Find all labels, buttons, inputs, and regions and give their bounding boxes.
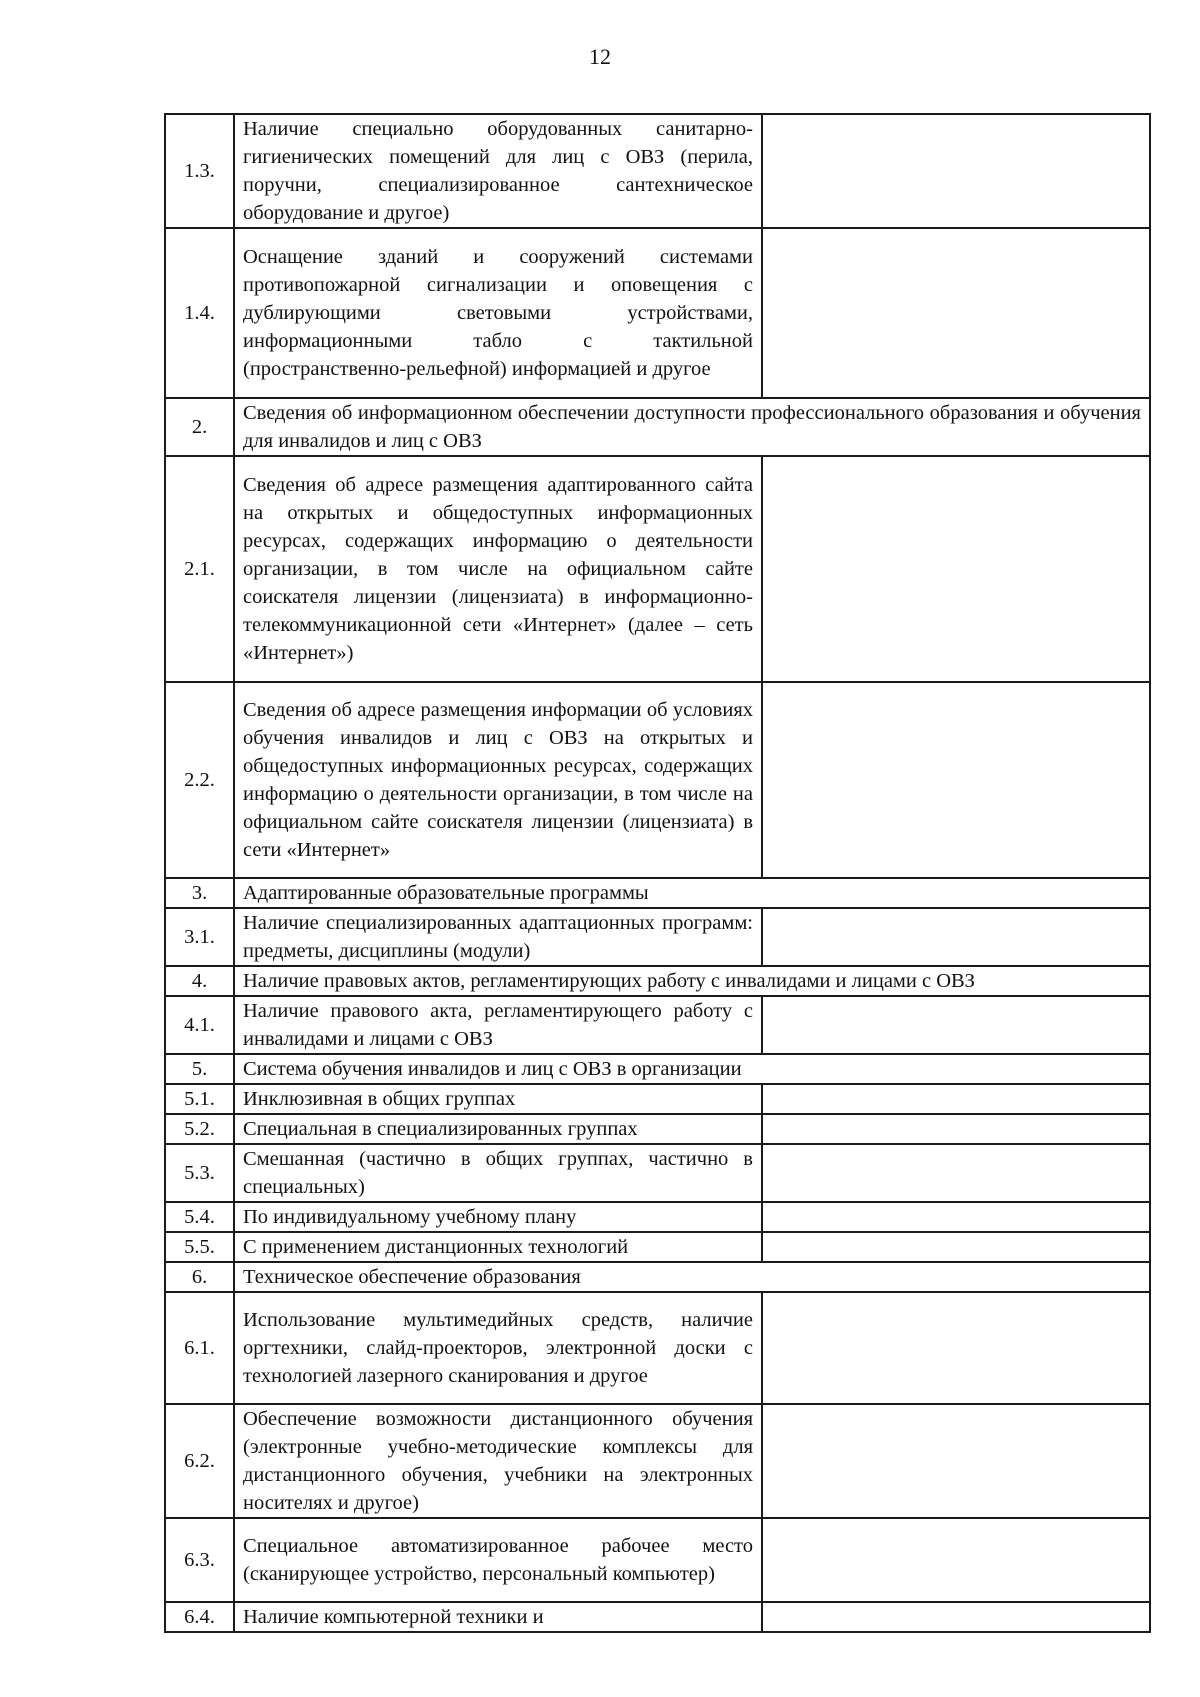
row-value-cell <box>762 1232 1150 1262</box>
row-number: 4. <box>165 966 234 996</box>
row-number: 6.3. <box>165 1518 234 1602</box>
page-number: 12 <box>589 44 611 69</box>
row-description: Смешанная (частично в общих группах, частично в специальных) <box>234 1144 762 1202</box>
row-description: Наличие специально оборудованных санитарно-гигиенических помещений для лиц с ОВЗ (перила, поручни, специализированное сантехническое оборудование и другое) <box>234 114 762 228</box>
row-value-cell <box>762 1404 1150 1518</box>
row-number: 5.4. <box>165 1202 234 1232</box>
row-number: 5.2. <box>165 1114 234 1144</box>
requirements-table <box>164 113 1151 1633</box>
row-value-cell <box>762 456 1150 682</box>
table-row <box>165 1232 1150 1262</box>
section-title: Система обучения инвалидов и лиц с ОВЗ в организации <box>234 1054 1150 1084</box>
row-description: По индивидуальному учебному плану <box>234 1202 762 1232</box>
row-value-cell <box>762 908 1150 966</box>
row-number: 2.1. <box>165 456 234 682</box>
row-value-cell <box>762 1114 1150 1144</box>
row-description: Сведения об адресе размещения адаптированного сайта на открытых и общедоступных информационных ресурсах, содержащих информацию о деятельности организации, в том числе на официальном сайте соискателя лицензии (лицензиата) в информационно-телекоммуникационной сети «Интернет» (далее – сеть «Интернет») <box>234 456 762 682</box>
row-value-cell <box>762 1518 1150 1602</box>
row-description: С применением дистанционных технологий <box>234 1232 762 1262</box>
table-row <box>165 1144 1150 1202</box>
row-number: 6.4. <box>165 1602 234 1632</box>
row-description: Наличие правового акта, регламентирующего работу с инвалидами и лицами с ОВЗ <box>234 996 762 1054</box>
table-row <box>165 908 1150 966</box>
table-row <box>165 1084 1150 1114</box>
row-number: 3. <box>165 878 234 908</box>
row-value-cell <box>762 1292 1150 1404</box>
table-row <box>165 228 1150 398</box>
section-row <box>165 1054 1150 1084</box>
table-body <box>165 114 1150 1632</box>
row-number: 5.3. <box>165 1144 234 1202</box>
table-row <box>165 1518 1150 1602</box>
row-value-cell <box>762 1202 1150 1232</box>
row-description: Специальная в специализированных группах <box>234 1114 762 1144</box>
row-description: Специальное автоматизированное рабочее место (сканирующее устройство, персональный компьютер) <box>234 1518 762 1602</box>
section-title: Адаптированные образовательные программы <box>234 878 1150 908</box>
row-number: 2. <box>165 398 234 456</box>
row-value-cell <box>762 1602 1150 1632</box>
row-value-cell <box>762 1144 1150 1202</box>
section-title: Наличие правовых актов, регламентирующих работу с инвалидами и лицами с ОВЗ <box>234 966 1150 996</box>
row-value-cell <box>762 114 1150 228</box>
row-number: 6. <box>165 1262 234 1292</box>
row-description: Инклюзивная в общих группах <box>234 1084 762 1114</box>
row-number: 4.1. <box>165 996 234 1054</box>
section-row <box>165 398 1150 456</box>
row-description: Наличие специализированных адаптационных программ: предметы, дисциплины (модули) <box>234 908 762 966</box>
section-row <box>165 878 1150 908</box>
row-number: 6.1. <box>165 1292 234 1404</box>
row-description: Использование мультимедийных средств, наличие оргтехники, слайд-проекторов, электронной доски с технологией лазерного сканирования и другое <box>234 1292 762 1404</box>
section-title: Сведения об информационном обеспечении доступности профессионального образования и обучения для инвалидов и лиц с ОВЗ <box>234 398 1150 456</box>
row-description: Сведения об адресе размещения информации об условиях обучения инвалидов и лиц с ОВЗ на открытых и общедоступных информационных ресурсах, содержащих информацию о деятельности организации, в том числе на официальном сайте соискателя лицензии (лицензиата) в сети «Интернет» <box>234 682 762 878</box>
table-row <box>165 1292 1150 1404</box>
row-number: 5.5. <box>165 1232 234 1262</box>
row-description: Обеспечение возможности дистанционного обучения (электронные учебно-методические комплексы для дистанционного обучения, учебники на электронных носителях и другое) <box>234 1404 762 1518</box>
row-value-cell <box>762 228 1150 398</box>
row-description: Наличие компьютерной техники и <box>234 1602 762 1632</box>
table-row <box>165 1114 1150 1144</box>
section-title: Техническое обеспечение образования <box>234 1262 1150 1292</box>
row-value-cell <box>762 996 1150 1054</box>
row-number: 3.1. <box>165 908 234 966</box>
section-row <box>165 966 1150 996</box>
table-row <box>165 114 1150 228</box>
row-number: 5. <box>165 1054 234 1084</box>
table-row <box>165 996 1150 1054</box>
row-number: 5.1. <box>165 1084 234 1114</box>
row-number: 2.2. <box>165 682 234 878</box>
row-number: 1.3. <box>165 114 234 228</box>
table-row <box>165 456 1150 682</box>
row-value-cell <box>762 682 1150 878</box>
section-row <box>165 1262 1150 1292</box>
row-number: 1.4. <box>165 228 234 398</box>
table-row <box>165 1602 1150 1632</box>
row-description: Оснащение зданий и сооружений системами противопожарной сигнализации и оповещения с дублирующими световыми устройствами, информационными табло с тактильной (пространственно-рельефной) информацией и другое <box>234 228 762 398</box>
table-row <box>165 1202 1150 1232</box>
row-number: 6.2. <box>165 1404 234 1518</box>
table-row <box>165 682 1150 878</box>
row-value-cell <box>762 1084 1150 1114</box>
table-row <box>165 1404 1150 1518</box>
